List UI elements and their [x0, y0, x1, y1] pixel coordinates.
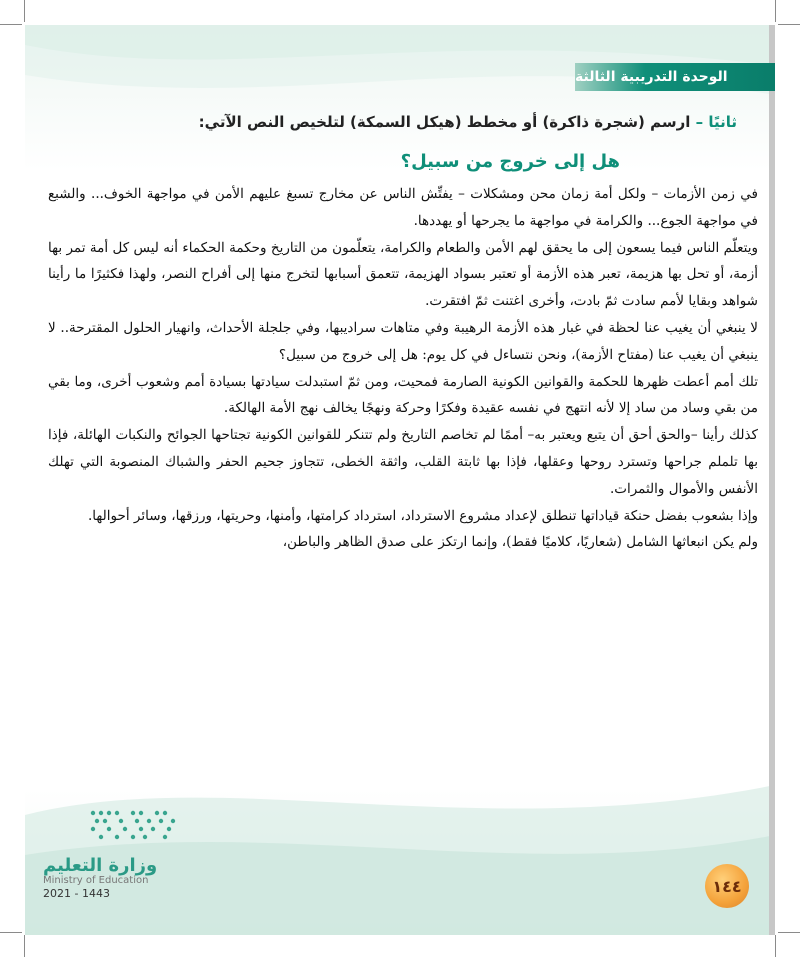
- paragraph: وإذا بشعوب بفضل حنكة قياداتها تنطلق لإعداد مشروع الاسترداد، استرداد كرامتها، وأمنها، وحريتها، ورزقها، وسائر أحوالها.: [88, 507, 758, 524]
- unit-label: الوحدة التدريبية الثالثة: [575, 63, 775, 91]
- crop-mark: [24, 0, 25, 22]
- passage-title: هل إلى خروج من سبيل؟: [400, 151, 620, 172]
- paragraph: في زمن الأزمات – ولكل أمة زمان محن ومشكلات – يفتِّش الناس عن مخارج تسبغ عليهم الأمن في مواجهة الخوف... والشبع في مواجهة الجوع... والكرامة في مواجهة ما يجرحها أو يهددها.: [48, 186, 758, 229]
- page-number-badge: ١٤٤: [705, 864, 749, 908]
- ministry-name-en: Ministry of Education: [43, 875, 149, 886]
- crop-mark: [775, 0, 776, 22]
- exercise-instruction: [57, 113, 737, 131]
- ministry-logo: [43, 803, 203, 900]
- paragraph: تلك أمم أعطت ظهرها للحكمة والقوانين الكونية الصارمة فمحيت، ومن ثمّ استبدلت سيادتها بسيادة أمم وشعوب أخرى، وما بقي من بقي وساد من ساد إلا لأنه انتهج في نفسه عقيدة وفكرًا وحركة ونهجًا يخالف نهج الأمة الهالكة.: [48, 373, 758, 417]
- paragraph: ولم يكن انبعاثها الشامل (شعاريًا، كلاميًا فقط)، وإنما ارتكز على صدق الظاهر والباطن،: [282, 534, 758, 551]
- crop-mark: [24, 935, 25, 957]
- textbook-page: [25, 25, 775, 935]
- paragraph: لا ينبغي أن يغيب عنا لحظة في غبار هذه الأزمة الرهيبة وفي متاهات سراديبها، وفي جلجلة الأحداث، وانهيار الحلول المقترحة.. لا ينبغي أن يغيب عنا (مفتاح الأزمة)، ونحن نتساءل في كل يوم: هل إلى خروج من سبيل؟: [48, 319, 758, 363]
- crop-mark: [0, 24, 22, 25]
- edition-year: 2021 - 1443: [43, 887, 110, 900]
- passage-body: [48, 181, 758, 556]
- ministry-name-ar: وزارة التعليم: [43, 855, 158, 876]
- instruction-lead: ثانيًا –: [695, 113, 737, 131]
- page-edge-strip: [769, 25, 775, 935]
- crop-mark: [0, 932, 22, 933]
- crop-mark: [778, 932, 800, 933]
- paragraph: ويتعلّم الناس فيما يسعون إلى ما يحقق لهم الأمن والطعام والكرامة، يتعلّمون من التاريخ وحكمة الحكماء أنه ليس كل أمة تمر بها أزمة، أو تحل بها هزيمة، تعبر هذه الأزمة أو تعتبر بسواد الهزيمة، تتعمق أسبابها لتخرج منها إلى أفراح النصر، ولهذا فكثيرًا ما رأينا شواهد وبقايا لأمم سادت ثمّ بادت، وأخرى اغتنت ثمّ افتقرت.: [48, 239, 758, 310]
- crop-mark: [775, 935, 776, 957]
- ministry-dots-icon: [83, 803, 183, 849]
- crop-mark: [778, 24, 800, 25]
- instruction-text: ارسم (شجرة ذاكرة) أو مخطط (هيكل السمكة) لتلخيص النص الآتي:: [198, 113, 696, 131]
- paragraph: كذلك رأينا –والحق أحق أن يتبع ويعتبر به– أممًا لم تخاصم التاريخ ولم تتنكر للقوانين الكونية تجتاحها الجوائح والنكبات الهائلة، فإذا بها تلملم جراحها وتسترد روحها وعقلها، فإذا بها ثابتة القلب، واثقة الخطى، تتجاوز جحيم الحفر والشباك المنصوبة التي تهلك الأنفس والأموال والثمرات.: [48, 427, 758, 497]
